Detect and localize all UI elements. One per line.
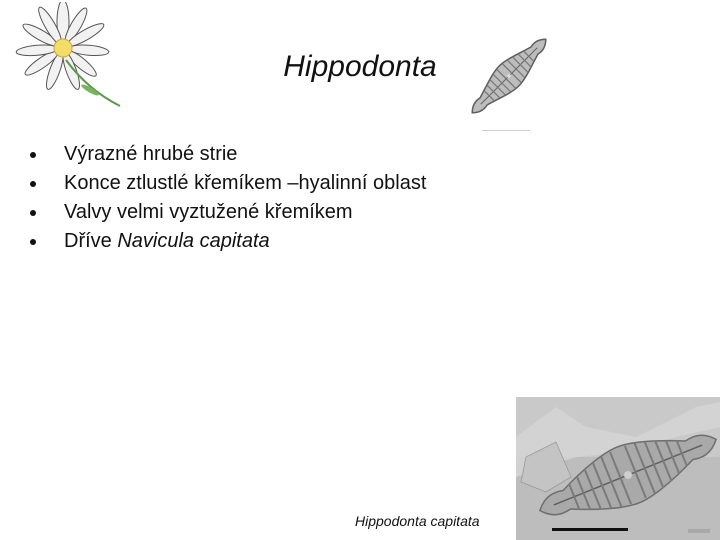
bullet-item [30,140,426,169]
hippodonta-valve-illustration [466,30,552,122]
bullet-text-italic: Navicula capitata [117,230,270,252]
bullet-text: Výrazné hrubé strie [64,143,238,165]
bullet-text-prefix: Dříve [64,230,118,252]
bullet-item [30,198,426,227]
bullet-dot-icon [30,152,36,158]
hippodonta-capitata-micrograph [516,397,720,540]
bullet-text: Konce ztlustlé křemíkem –hyalinní oblast [64,172,427,194]
bullet-list [30,140,426,256]
image-caption: Hippodonta capitata [355,513,480,529]
bullet-text: Valvy velmi vyztužené křemíkem [64,201,353,223]
diatom-flower-logo [8,2,126,112]
bullet-dot-icon [30,210,36,216]
bullet-dot-icon [30,239,36,245]
bullet-item [30,227,426,256]
scale-bar-small [482,130,530,131]
bullet-item [30,169,426,198]
slide-title: Hippodonta [283,50,437,83]
bullet-dot-icon [30,181,36,187]
